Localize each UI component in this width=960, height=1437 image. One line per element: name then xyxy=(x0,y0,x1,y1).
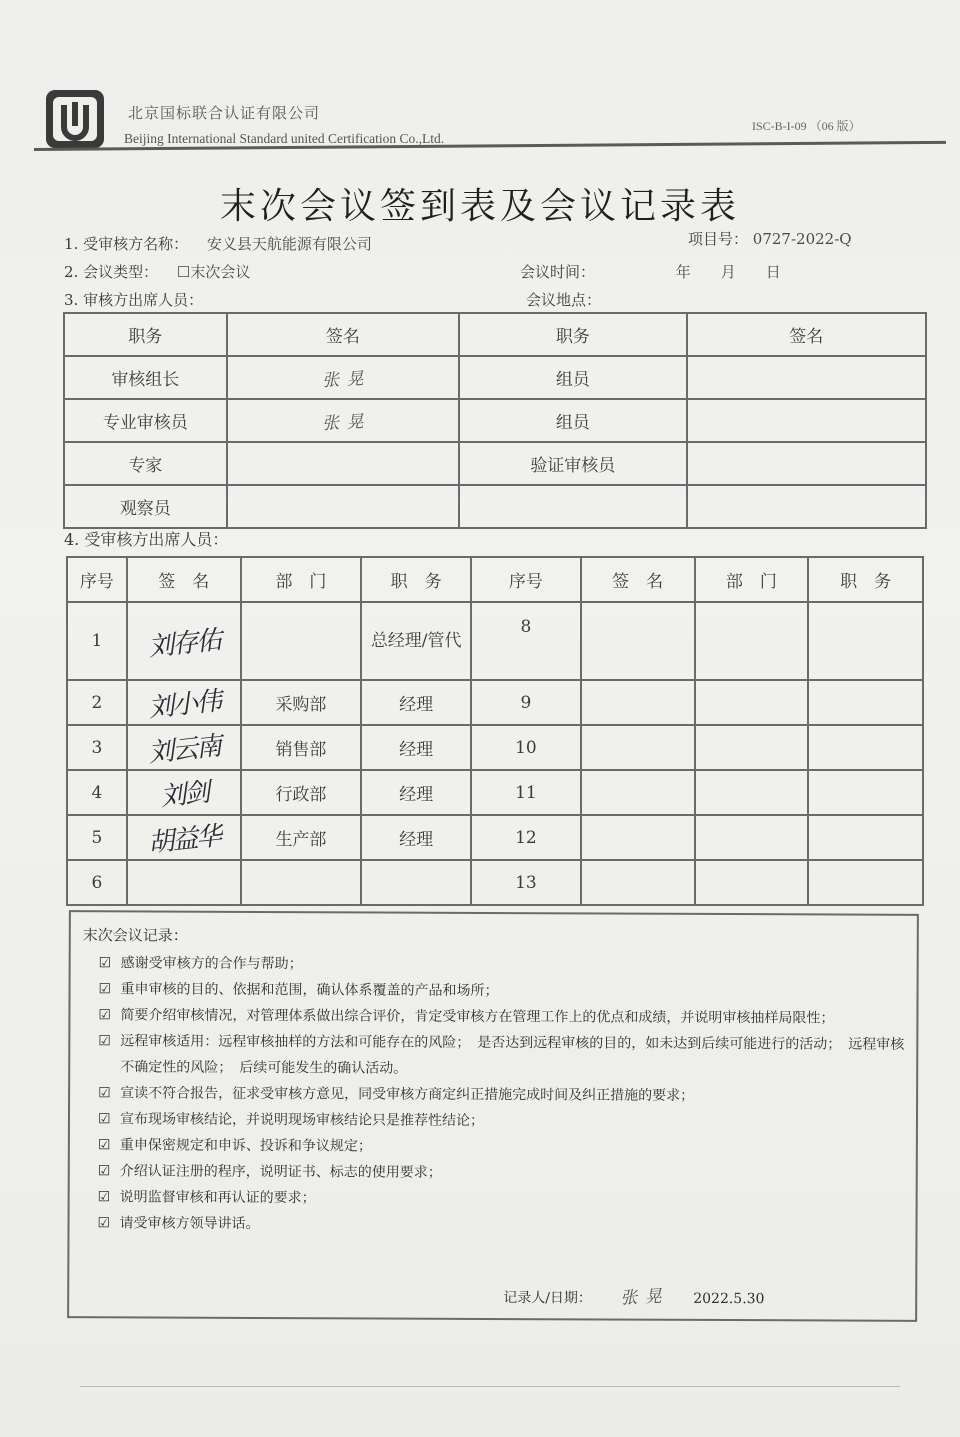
department-cell: 行政部 xyxy=(241,770,362,815)
recorder-label: 记录人/日期： xyxy=(503,1290,592,1307)
department-cell: 生产部 xyxy=(241,815,362,860)
meeting-type-value: ☐末次会议 xyxy=(176,263,251,281)
position-cell: 经理 xyxy=(361,680,471,725)
signature-cell xyxy=(581,860,695,905)
auditee-name-field xyxy=(64,233,372,254)
position-cell xyxy=(808,815,923,860)
signature-cell xyxy=(227,399,459,442)
checklist-item-text: 宣布现场审核结论，并说明现场审核结论只是推荐性结论； xyxy=(119,1111,485,1129)
checklist-item-text: 简要介绍审核情况，对管理体系做出综合评价，肯定受审核方在管理工作上的优点和成绩，并说明审核抽样局限性； xyxy=(120,1007,835,1027)
role-cell: 组员 xyxy=(459,356,686,399)
handwritten-signature: 刘云南 xyxy=(146,731,222,769)
department-cell: 采购部 xyxy=(241,680,362,725)
checklist-item-text: 请受审核方领导讲话。 xyxy=(119,1215,260,1232)
checked-box-icon: ☑ xyxy=(97,1163,111,1180)
handwritten-signature: 刘小伟 xyxy=(146,686,222,724)
checklist-item-text: 感谢受审核方的合作与帮助； xyxy=(120,955,303,973)
table-row xyxy=(64,356,926,399)
table-row xyxy=(64,442,926,485)
recorder-signature-line xyxy=(503,1282,764,1308)
role-cell: 专家 xyxy=(64,442,227,485)
meeting-record-checklist xyxy=(97,950,908,1240)
department-cell xyxy=(695,815,809,860)
checklist-item xyxy=(97,1210,907,1240)
signature-cell xyxy=(127,770,241,815)
checked-box-icon: ☑ xyxy=(97,1111,111,1128)
checklist-item xyxy=(98,1158,908,1188)
department-cell xyxy=(695,725,809,770)
checklist-item xyxy=(98,1080,908,1110)
meeting-type-label: 2. 会议类型： xyxy=(64,263,159,281)
header-cell: 签名 xyxy=(227,313,459,356)
signature-cell xyxy=(127,860,241,905)
checklist-item xyxy=(98,1028,908,1084)
auditee-attendance-table xyxy=(66,556,924,906)
position-cell: 经理 xyxy=(361,815,471,860)
role-cell xyxy=(459,485,686,528)
table-header-row xyxy=(64,313,926,356)
signature-cell xyxy=(127,725,241,770)
position-cell: 总经理/管代 xyxy=(361,602,471,680)
department-cell xyxy=(695,770,809,815)
meeting-time-label: 会议时间： xyxy=(520,263,596,281)
signature-cell xyxy=(581,680,695,725)
meeting-place-label: 会议地点： xyxy=(526,291,602,309)
table-row xyxy=(67,815,923,860)
meeting-record-box xyxy=(67,910,919,1322)
signature-cell xyxy=(127,680,241,725)
checklist-item xyxy=(98,1184,908,1214)
position-cell: 经理 xyxy=(361,725,471,770)
handwritten-signature: 刘剑 xyxy=(158,777,210,813)
position-cell xyxy=(808,602,923,680)
checked-box-icon: ☑ xyxy=(98,981,112,998)
auditee-attendees-label: 4. 受审核方出席人员： xyxy=(64,530,229,549)
handwritten-signature: 胡益华 xyxy=(146,821,222,859)
checklist-item xyxy=(98,1002,908,1032)
signature-cell xyxy=(687,485,926,528)
index-cell: 11 xyxy=(471,770,581,815)
position-cell xyxy=(808,680,923,725)
table-header-row xyxy=(67,557,923,602)
position-cell: 经理 xyxy=(361,770,471,815)
signature-cell xyxy=(127,815,241,860)
meeting-time-field xyxy=(520,261,781,282)
position-cell xyxy=(808,860,923,905)
header-cell: 签 名 xyxy=(127,557,241,602)
header-cell: 签名 xyxy=(687,313,926,356)
checklist-item-text: 重申保密规定和申诉、投诉和争议规定； xyxy=(119,1137,372,1155)
header-cell: 职务 xyxy=(459,313,686,356)
department-cell xyxy=(695,680,809,725)
header-cell: 职务 xyxy=(64,313,227,356)
project-number-field xyxy=(688,228,852,249)
signature-cell xyxy=(581,815,695,860)
table-row xyxy=(67,770,923,815)
checklist-item xyxy=(98,976,908,1006)
signature-cell xyxy=(687,399,926,442)
checked-box-icon: ☑ xyxy=(98,1007,112,1024)
index-cell: 6 xyxy=(67,860,127,905)
footer-divider xyxy=(80,1386,900,1387)
checklist-item-text: 宣读不符合报告，征求受审核方意见，同受审核方商定纠正措施完成时间及纠正措施的要求； xyxy=(120,1085,695,1104)
checklist-item-text: 介绍认证注册的程序，说明证书、标志的使用要求； xyxy=(119,1163,442,1181)
department-cell xyxy=(241,602,362,680)
auditor-attendees-label: 3. 审核方出席人员： xyxy=(64,291,204,309)
table-row xyxy=(64,485,926,528)
company-name-cn: 北京国标联合认证有限公司 xyxy=(128,104,321,122)
position-cell xyxy=(808,725,923,770)
header-cell: 职 务 xyxy=(361,557,471,602)
index-cell: 4 xyxy=(67,770,127,815)
meeting-time-value: 年 月 日 xyxy=(675,263,781,281)
role-cell: 组员 xyxy=(459,399,686,442)
department-cell xyxy=(241,860,362,905)
checked-box-icon: ☑ xyxy=(97,1215,111,1232)
handwritten-signature: 张 晃 xyxy=(321,368,365,392)
checked-box-icon: ☑ xyxy=(98,1085,111,1102)
index-cell: 5 xyxy=(67,815,127,860)
handwritten-signature: 刘存佑 xyxy=(146,624,222,663)
checklist-item-text: 重申审核的目的、依据和范围，确认体系覆盖的产品和场所； xyxy=(120,981,499,1000)
department-cell: 销售部 xyxy=(241,725,362,770)
company-name-en: Beijing International Standard united Certification Co.,Ltd. xyxy=(124,131,445,146)
meeting-record-heading: 末次会议记录： xyxy=(82,926,188,945)
table-row xyxy=(67,680,923,725)
auditor-attendance-table xyxy=(63,312,927,529)
role-cell: 验证审核员 xyxy=(459,442,686,485)
page-title: 末次会议签到表及会议记录表 xyxy=(219,186,740,227)
project-number-label: 项目号： xyxy=(688,230,749,248)
signature-cell xyxy=(581,602,695,680)
signature-cell xyxy=(581,725,695,770)
header-cell: 序号 xyxy=(67,557,127,602)
department-cell xyxy=(695,860,809,905)
checked-box-icon: ☑ xyxy=(97,1137,111,1154)
signature-cell xyxy=(227,356,459,399)
index-cell: 12 xyxy=(471,815,581,860)
checked-box-icon: ☑ xyxy=(98,1033,111,1050)
auditee-name-label: 1. 受审核方名称： xyxy=(64,235,189,253)
checklist-item-text: 远程审核适用：远程审核抽样的方法和可能存在的风险； 是否达到远程审核的目的，如未达到后续可能进行的活动； 远程审核不确定性的风险； 后续可能发生的确认活动。 xyxy=(120,1033,905,1077)
header-cell: 部 门 xyxy=(241,557,362,602)
signature-cell xyxy=(687,356,926,399)
index-cell: 8 xyxy=(471,602,581,680)
department-cell xyxy=(695,602,809,680)
project-number-value: 0727-2022-Q xyxy=(752,230,852,248)
role-cell: 审核组长 xyxy=(64,356,227,399)
checked-box-icon: ☑ xyxy=(98,955,112,972)
signature-cell xyxy=(127,602,241,680)
index-cell: 1 xyxy=(67,602,127,680)
header-cell: 序号 xyxy=(471,557,581,602)
table-row xyxy=(67,860,923,905)
checklist-item xyxy=(98,1132,908,1162)
header-cell: 部 门 xyxy=(695,557,809,602)
document-code: ISC-B-I-09 （06 版） xyxy=(752,119,861,133)
signature-cell xyxy=(227,442,459,485)
checklist-item-text: 说明监督审核和再认证的要求； xyxy=(119,1189,316,1207)
signature-cell xyxy=(581,770,695,815)
header-cell: 职 务 xyxy=(808,557,923,602)
auditee-name-value: 安义县天航能源有限公司 xyxy=(206,235,372,253)
company-logo xyxy=(44,88,106,150)
meeting-type-field xyxy=(64,261,250,282)
position-cell xyxy=(808,770,923,815)
index-cell: 13 xyxy=(471,860,581,905)
checked-box-icon: ☑ xyxy=(97,1189,111,1206)
signature-cell xyxy=(227,485,459,528)
role-cell: 专业审核员 xyxy=(64,399,227,442)
index-cell: 10 xyxy=(471,725,581,770)
handwritten-signature: 张 晃 xyxy=(321,411,365,435)
recorder-signature: 张 晃 xyxy=(620,1286,664,1309)
table-row xyxy=(64,399,926,442)
role-cell: 观察员 xyxy=(64,485,227,528)
position-cell xyxy=(361,860,471,905)
index-cell: 3 xyxy=(67,725,127,770)
index-cell: 9 xyxy=(471,680,581,725)
table-row xyxy=(67,725,923,770)
header-cell: 签 名 xyxy=(581,557,695,602)
checklist-item xyxy=(98,1106,908,1136)
signature-cell xyxy=(687,442,926,485)
index-cell: 2 xyxy=(67,680,127,725)
table-row xyxy=(67,602,923,680)
recorder-date: 2022.5.30 xyxy=(693,1290,765,1308)
checklist-item xyxy=(99,950,909,980)
